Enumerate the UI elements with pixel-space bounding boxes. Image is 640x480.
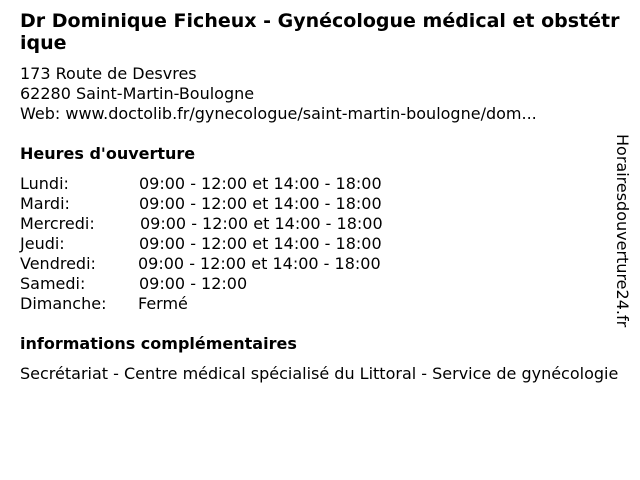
day-label: Lundi:: [20, 174, 69, 193]
day-label: Samedi:: [20, 274, 86, 293]
watermark-text: Horairesdouverture24.fr: [613, 134, 632, 328]
day-hours: 09:00 - 12:00 et 14:00 - 18:00: [139, 174, 382, 193]
day-label: Mardi:: [20, 194, 70, 213]
info-text: Secrétariat - Centre médical spécialisé du Littoral - Service de gynécologie: [20, 364, 619, 383]
day-label: Mercredi:: [20, 214, 95, 233]
address-block: [20, 64, 537, 124]
day-label: Jeudi:: [20, 234, 65, 253]
hours-heading: Heures d'ouverture: [20, 144, 196, 163]
day-hours: 09:00 - 12:00 et 14:00 - 18:00: [138, 254, 381, 273]
day-hours: Fermé: [138, 294, 188, 313]
day-hours: 09:00 - 12:00: [139, 274, 248, 293]
day-hours: 09:00 - 12:00 et 14:00 - 18:00: [140, 214, 383, 233]
day-label: Vendredi:: [20, 254, 96, 273]
info-heading: informations complémentaires: [20, 334, 297, 353]
day-hours: 09:00 - 12:00 et 14:00 - 18:00: [139, 194, 382, 213]
day-label: Dimanche:: [20, 294, 107, 313]
website-link[interactable]: Web: www.doctolib.fr/gynecologue/saint-martin-boulogne/dom...: [20, 104, 537, 123]
street-address: 173 Route de Desvres: [20, 64, 197, 83]
day-hours: 09:00 - 12:00 et 14:00 - 18:00: [139, 234, 382, 253]
city-address: 62280 Saint-Martin-Boulogne: [20, 84, 255, 103]
page-title: Dr Dominique Ficheux - Gynécologue médical et obstétrique: [20, 10, 620, 54]
